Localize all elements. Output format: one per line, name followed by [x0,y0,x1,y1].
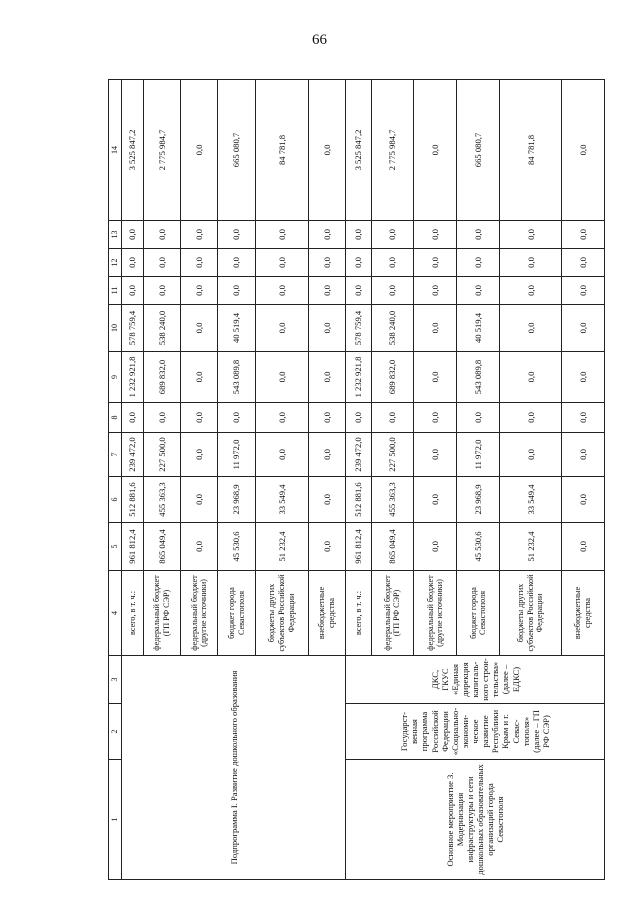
amount-cell: 0,0 [181,477,218,523]
funding-source-cell: федеральный бюджет (ГП РФ СЭР) [143,571,180,656]
amount-cell: 0,0 [309,433,346,477]
funding-source-cell: всего, в т. ч.: [122,571,144,656]
amount-cell: 0,0 [122,403,144,433]
funding-source-cell: внебюджетные средства [309,571,346,656]
amount-cell: 11 972,0 [457,433,500,477]
amount-cell: 227 500,0 [371,433,414,477]
amount-cell: 0,0 [309,523,346,571]
amount-cell: 0,0 [143,403,180,433]
amount-cell: 0,0 [561,352,604,403]
rotated-table-area [108,80,605,880]
amount-cell: 0,0 [561,80,604,221]
rotated-table-frame [108,80,605,880]
amount-cell: 0,0 [181,523,218,571]
amount-cell: 0,0 [561,433,604,477]
amount-cell: 0,0 [255,352,308,403]
amount-cell: 0,0 [346,221,371,249]
amount-cell: 1 232 921,8 [346,352,371,403]
amount-cell: 0,0 [218,249,255,277]
amount-cell: 0,0 [500,249,562,277]
amount-cell: 0,0 [500,403,562,433]
amount-cell: 2 775 984,7 [143,80,180,221]
amount-cell: 543 089,8 [218,352,255,403]
amount-cell: 0,0 [181,249,218,277]
amount-cell: 0,0 [414,80,457,221]
amount-cell: 0,0 [457,403,500,433]
amount-cell: 0,0 [500,277,562,305]
amount-cell: 84 781,8 [255,80,308,221]
column-number: 1 [109,760,122,880]
amount-cell: 0,0 [371,249,414,277]
amount-cell: 0,0 [181,80,218,221]
amount-cell: 0,0 [181,433,218,477]
amount-cell: 455 363,3 [143,477,180,523]
amount-cell: 0,0 [309,305,346,352]
amount-cell: 0,0 [414,249,457,277]
funding-source-cell: федеральный бюджет (другие источники) [181,571,218,656]
column-number: 13 [109,221,122,249]
amount-cell: 33 549,4 [500,477,562,523]
amount-cell: 0,0 [561,277,604,305]
amount-cell: 0,0 [500,433,562,477]
amount-cell: 84 781,8 [500,80,562,221]
amount-cell: 0,0 [414,221,457,249]
column-number: 9 [109,352,122,403]
amount-cell: 40 519,4 [457,305,500,352]
amount-cell: 51 232,4 [255,523,308,571]
financing-table [108,79,605,880]
amount-cell: 0,0 [500,305,562,352]
amount-cell: 0,0 [457,249,500,277]
amount-cell: 0,0 [414,477,457,523]
financing-row [122,80,144,880]
amount-cell: 0,0 [346,277,371,305]
column-number: 8 [109,403,122,433]
funding-source-cell: федеральный бюджет (другие источники) [414,571,457,656]
amount-cell: 543 089,8 [457,352,500,403]
amount-cell: 0,0 [371,221,414,249]
amount-cell: 0,0 [309,80,346,221]
amount-cell: 1 232 921,8 [122,352,144,403]
funding-source-cell: бюджет города Севастополя [218,571,255,656]
amount-cell: 0,0 [309,277,346,305]
column-number: 12 [109,249,122,277]
amount-cell: 0,0 [346,249,371,277]
subprogram-title-cell: Подпрограмма I. Развитие дошкольного образования [122,656,346,880]
amount-cell: 0,0 [218,277,255,305]
event-program-cell: Государст-венная программа Российской Федерации «Социально-экономи-ческое развитие Республики Крым и г. Севас-тополя» (далее – ГП РФ СЭР) [346,704,605,760]
amount-cell: 0,0 [561,523,604,571]
amount-cell: 0,0 [255,433,308,477]
amount-cell: 0,0 [181,221,218,249]
amount-cell: 239 472,0 [346,433,371,477]
funding-source-cell: внебюджетные средства [561,571,604,656]
amount-cell: 578 759,4 [122,305,144,352]
amount-cell: 0,0 [309,221,346,249]
amount-cell: 0,0 [122,221,144,249]
amount-cell: 0,0 [181,403,218,433]
amount-cell: 0,0 [414,433,457,477]
amount-cell: 0,0 [346,403,371,433]
amount-cell: 2 775 984,7 [371,80,414,221]
column-number: 2 [109,704,122,760]
amount-cell: 0,0 [309,352,346,403]
amount-cell: 0,0 [122,277,144,305]
amount-cell: 865 049,4 [371,523,414,571]
amount-cell: 0,0 [457,277,500,305]
event-name-cell: Основное мероприятие 3. Модернизация инфраструктуры и сети дошкольных образовательных организаций города Севастополя [346,760,605,880]
amount-cell: 0,0 [414,523,457,571]
amount-cell: 51 232,4 [500,523,562,571]
amount-cell: 33 549,4 [255,477,308,523]
amount-cell: 0,0 [561,249,604,277]
amount-cell: 0,0 [309,477,346,523]
amount-cell: 961 812,4 [346,523,371,571]
amount-cell: 0,0 [561,477,604,523]
amount-cell: 0,0 [143,249,180,277]
amount-cell: 538 240,0 [371,305,414,352]
amount-cell: 538 240,0 [143,305,180,352]
funding-source-cell: всего, в т. ч.: [346,571,371,656]
funding-source-cell: бюджеты других субъектов Российской Федерации [500,571,562,656]
amount-cell: 0,0 [500,221,562,249]
amount-cell: 512 881,6 [346,477,371,523]
column-number-row [109,80,122,880]
amount-cell: 227 500,0 [143,433,180,477]
amount-cell: 689 832,0 [371,352,414,403]
funding-source-cell: федеральный бюджет (ГП РФ СЭР) [371,571,414,656]
column-number: 5 [109,523,122,571]
amount-cell: 0,0 [414,403,457,433]
amount-cell: 3 525 847,2 [122,80,144,221]
amount-cell: 40 519,4 [218,305,255,352]
amount-cell: 0,0 [309,249,346,277]
amount-cell: 23 968,9 [218,477,255,523]
amount-cell: 0,0 [181,277,218,305]
amount-cell: 0,0 [218,221,255,249]
amount-cell: 512 881,6 [122,477,144,523]
amount-cell: 0,0 [255,403,308,433]
amount-cell: 3 525 847,2 [346,80,371,221]
financing-row [346,80,371,880]
amount-cell: 0,0 [561,305,604,352]
amount-cell: 0,0 [181,305,218,352]
amount-cell: 0,0 [143,221,180,249]
amount-cell: 23 968,9 [457,477,500,523]
amount-cell: 665 080,7 [457,80,500,221]
column-number: 11 [109,277,122,305]
amount-cell: 0,0 [309,403,346,433]
amount-cell: 0,0 [255,305,308,352]
amount-cell: 0,0 [371,403,414,433]
amount-cell: 0,0 [561,221,604,249]
amount-cell: 0,0 [255,221,308,249]
table-body [109,80,605,880]
amount-cell: 45 530,6 [457,523,500,571]
amount-cell: 45 530,6 [218,523,255,571]
column-number: 10 [109,305,122,352]
amount-cell: 455 363,3 [371,477,414,523]
amount-cell: 0,0 [218,403,255,433]
funding-source-cell: бюджеты других субъектов Российской Федерации [255,571,308,656]
amount-cell: 0,0 [561,403,604,433]
amount-cell: 239 472,0 [122,433,144,477]
amount-cell: 0,0 [414,277,457,305]
amount-cell: 0,0 [122,249,144,277]
page-number: 66 [312,32,327,48]
amount-cell: 0,0 [181,352,218,403]
amount-cell: 0,0 [457,221,500,249]
amount-cell: 578 759,4 [346,305,371,352]
amount-cell: 0,0 [500,352,562,403]
amount-cell: 961 812,4 [122,523,144,571]
column-number: 14 [109,80,122,221]
column-number: 6 [109,477,122,523]
event-executor-cell: ДКС, ГКУС «Единая дирекция капиталь-ного строи-тельства» (далее – ЕДКС) [346,656,605,704]
column-number: 3 [109,656,122,704]
amount-cell: 689 832,0 [143,352,180,403]
amount-cell: 0,0 [414,352,457,403]
amount-cell: 665 080,7 [218,80,255,221]
amount-cell: 865 049,4 [143,523,180,571]
column-number: 4 [109,571,122,656]
amount-cell: 0,0 [255,277,308,305]
amount-cell: 0,0 [371,277,414,305]
amount-cell: 0,0 [255,249,308,277]
funding-source-cell: бюджет города Севастополя [457,571,500,656]
amount-cell: 0,0 [143,277,180,305]
amount-cell: 0,0 [414,305,457,352]
column-number: 7 [109,433,122,477]
amount-cell: 11 972,0 [218,433,255,477]
